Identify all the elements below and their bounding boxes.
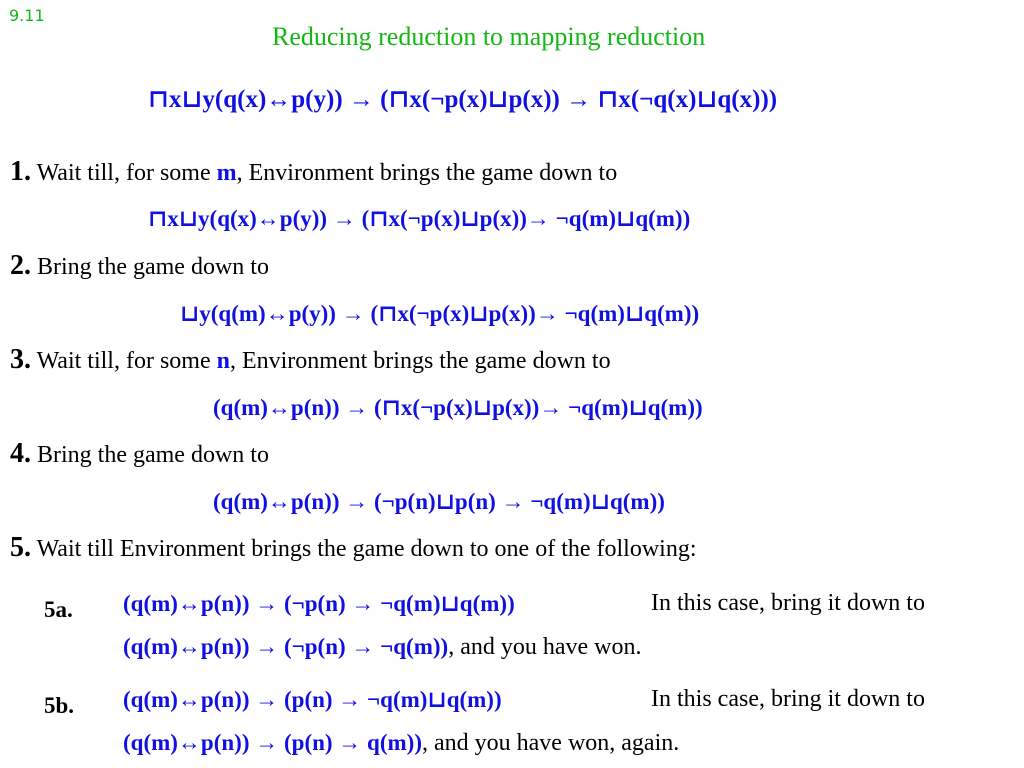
step-5 <box>10 532 697 564</box>
case-5a-result-formula: (q(m)↔p(n)) → (¬p(n) → ¬q(m)) <box>123 634 449 659</box>
step-text: Wait till, for some <box>31 348 217 374</box>
case-5a-formula: (q(m)↔p(n)) → (¬p(n) → ¬q(m)⊔q(m)) <box>123 591 515 616</box>
step-number: 2. <box>10 250 31 281</box>
case-5b-note: In this case, bring it down to <box>651 686 925 712</box>
step-4-formula: (q(m)↔p(n)) → (¬p(n)⊔p(n) → ¬q(m)⊔q(m)) <box>213 489 665 514</box>
step-text: Bring the game down to <box>31 442 269 468</box>
step-text: Bring the game down to <box>31 254 269 280</box>
step-text: Wait till, for some <box>31 160 217 186</box>
step-text-tail: , Environment brings the game down to <box>236 160 618 186</box>
case-5a-label: 5a. <box>44 597 73 622</box>
case-5b-label: 5b. <box>44 693 75 718</box>
case-5a-result-text: , and you have won. <box>448 634 642 660</box>
case-5b-result-text: , and you have won, again. <box>421 730 680 756</box>
step-3 <box>10 344 611 376</box>
case-5b-result-formula: (q(m)↔p(n)) → (p(n) → q(m)) <box>123 730 422 755</box>
step-number: 4. <box>10 438 31 469</box>
main-formula: ⊓x⊔y(q(x)↔p(y)) → (⊓x(¬p(x)⊔p(x)) → ⊓x(¬q(x)⊔q(x))) <box>148 86 778 113</box>
variable-m: m <box>216 160 237 186</box>
step-1 <box>10 156 617 188</box>
step-text: Wait till Environment brings the game down to one of the following: <box>31 536 697 562</box>
step-number: 5. <box>10 532 31 563</box>
case-5a-note: In this case, bring it down to <box>651 590 925 616</box>
variable-n: n <box>216 348 230 374</box>
step-1-formula: ⊓x⊔y(q(x)↔p(y)) → (⊓x(¬p(x)⊔p(x))→ ¬q(m)⊔q(m)) <box>148 206 691 231</box>
step-number: 1. <box>10 156 31 187</box>
case-5b-result <box>123 730 679 757</box>
step-number: 3. <box>10 344 31 375</box>
slide-number: 9.11 <box>9 6 45 25</box>
case-5b-formula: (q(m)↔p(n)) → (p(n) → ¬q(m)⊔q(m)) <box>123 687 502 712</box>
step-2-formula: ⊔y(q(m)↔p(y)) → (⊓x(¬p(x)⊔p(x))→ ¬q(m)⊔q(m)) <box>180 301 700 326</box>
slide-title: Reducing reduction to mapping reduction <box>272 22 706 51</box>
case-5a-result <box>123 634 642 661</box>
step-2 <box>10 250 269 282</box>
step-text-tail: , Environment brings the game down to <box>229 348 611 374</box>
step-4 <box>10 438 269 470</box>
step-3-formula: (q(m)↔p(n)) → (⊓x(¬p(x)⊔p(x))→ ¬q(m)⊔q(m)) <box>213 395 703 420</box>
